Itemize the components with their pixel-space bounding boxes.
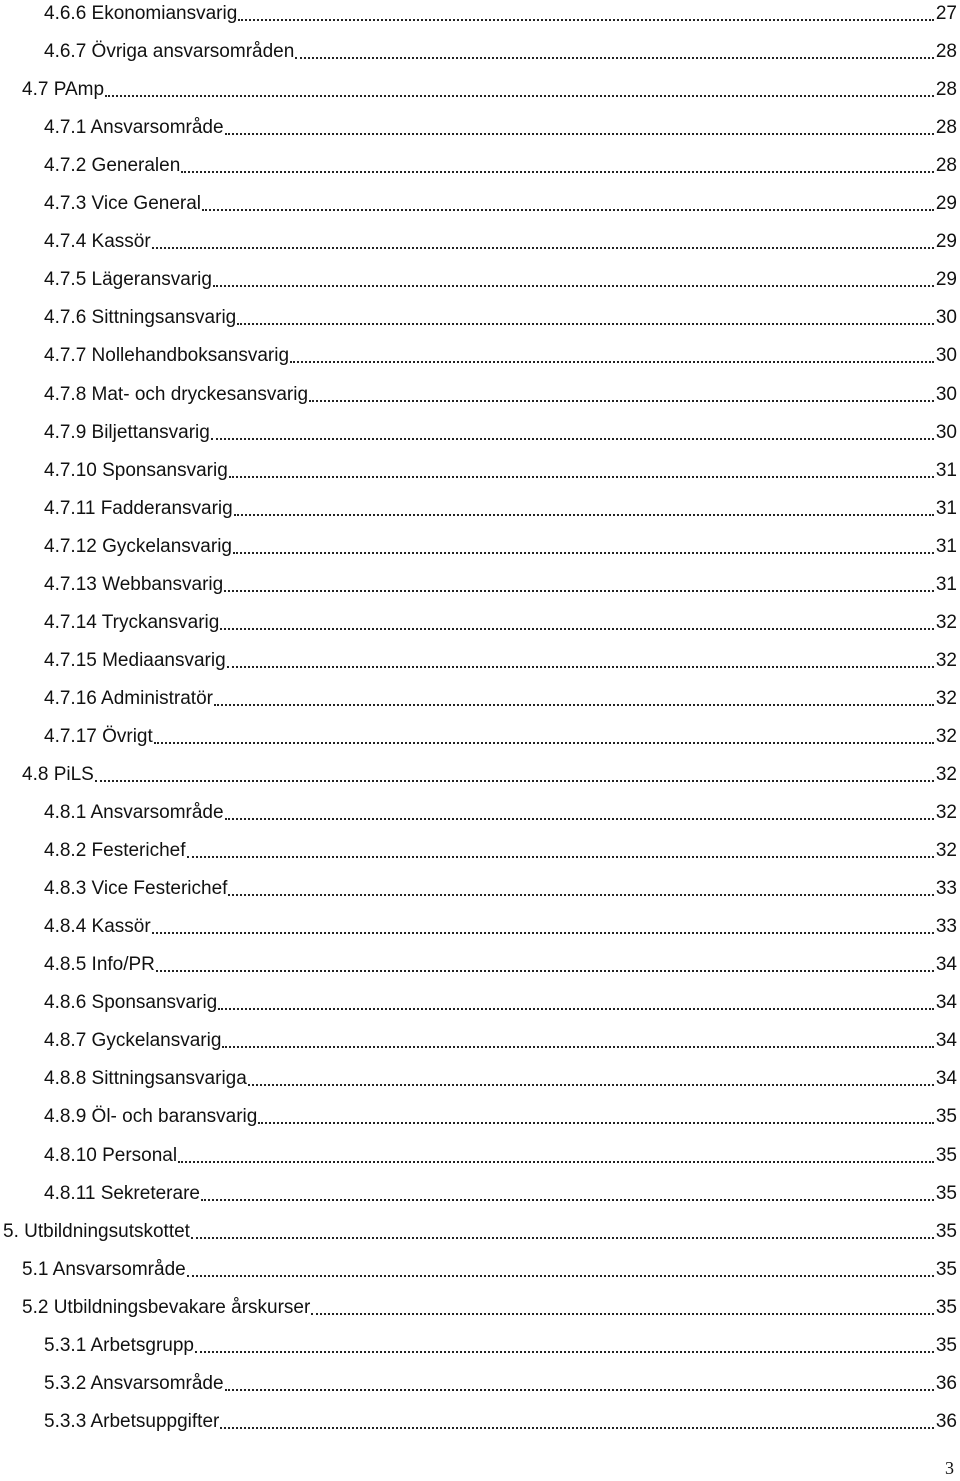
toc-dot-leader: [202, 190, 934, 218]
toc-entry[interactable]: [44, 1103, 957, 1131]
toc-entry[interactable]: [44, 685, 957, 713]
toc-dot-leader: [213, 266, 934, 294]
toc-dot-leader: [152, 913, 934, 941]
toc-entry-page: 35: [935, 1182, 957, 1204]
toc-dot-leader: [218, 989, 934, 1017]
toc-entry-page: 31: [935, 573, 957, 595]
toc-entry[interactable]: [44, 1027, 957, 1055]
toc-entry-title: 4.7.8 Mat- och dryckesansvarig: [44, 383, 309, 405]
toc-entry-title: 4.7.17 Övrigt: [44, 725, 153, 747]
toc-dot-leader: [233, 533, 934, 561]
toc-entry-page: 32: [935, 611, 957, 633]
toc-entry-page: 32: [935, 840, 957, 862]
toc-entry[interactable]: [44, 1370, 957, 1398]
toc-entry[interactable]: [44, 266, 957, 294]
toc-entry-title: 4.7.2 Generalen: [44, 155, 181, 177]
toc-entry-page: 30: [935, 421, 957, 443]
toc-entry-page: 35: [935, 1220, 957, 1242]
toc-entry[interactable]: [44, 304, 957, 332]
toc-entry-title: 4.7.9 Biljettansvarig: [44, 421, 210, 443]
toc-dot-leader: [220, 1408, 934, 1436]
toc-dot-leader: [258, 1103, 934, 1131]
toc-dot-leader: [195, 1332, 934, 1360]
toc-entry-title: 4.7.6 Sittningsansvarig: [44, 307, 237, 329]
toc-entry[interactable]: [44, 875, 957, 903]
toc-entry-page: 34: [935, 1068, 957, 1090]
toc-entry-page: 28: [935, 117, 957, 139]
toc-entry[interactable]: [44, 1408, 957, 1436]
toc-entry-title: 4.7.4 Kassör: [44, 231, 151, 253]
toc-dot-leader: [156, 951, 934, 979]
toc-entry[interactable]: [44, 457, 957, 485]
toc-entry-title: 4.8.10 Personal: [44, 1144, 178, 1166]
toc-entry[interactable]: [44, 114, 957, 142]
toc-entry-title: 5.3.1 Arbetsgrupp: [44, 1334, 194, 1356]
toc-entry[interactable]: [44, 951, 957, 979]
toc-dot-leader: [225, 1370, 934, 1398]
toc-entry[interactable]: [22, 1294, 957, 1322]
toc-entry[interactable]: [44, 799, 957, 827]
toc-entry[interactable]: [44, 533, 957, 561]
toc-entry-page: 35: [935, 1334, 957, 1356]
toc-entry-page: 34: [935, 992, 957, 1014]
toc-entry-title: 5.1 Ansvarsområde: [22, 1258, 186, 1280]
toc-dot-leader: [238, 0, 934, 28]
toc-entry-title: 5.3.3 Arbetsuppgifter: [44, 1410, 220, 1432]
toc-entry-page: 32: [935, 649, 957, 671]
toc-entry-title: 4.8.1 Ansvarsområde: [44, 802, 224, 824]
toc-entry-page: 28: [935, 41, 957, 63]
toc-dot-leader: [211, 419, 934, 447]
toc-dot-leader: [201, 1180, 934, 1208]
toc-dot-leader: [187, 1256, 934, 1284]
toc-entry-title: 4.7.5 Lägeransvarig: [44, 269, 212, 291]
toc-entry[interactable]: [44, 913, 957, 941]
toc-entry[interactable]: [44, 1065, 957, 1093]
toc-entry-title: 4.8.7 Gyckelansvarig: [44, 1030, 222, 1052]
toc-entry-title: 4.8.2 Festerichef: [44, 840, 186, 862]
toc-entry-page: 36: [935, 1410, 957, 1432]
toc-entry-title: 4.8 PiLS: [22, 764, 94, 785]
toc-entry-title: 4.7.12 Gyckelansvarig: [44, 535, 232, 557]
toc-entry[interactable]: [44, 228, 957, 256]
toc-entry-page: 31: [935, 497, 957, 519]
toc-entry[interactable]: [44, 647, 957, 675]
toc-entry[interactable]: [44, 38, 957, 66]
toc-dot-leader: [154, 723, 934, 751]
toc-entry[interactable]: [44, 495, 957, 523]
toc-entry-title: 4.7.1 Ansvarsområde: [44, 117, 224, 139]
toc-entry[interactable]: [44, 723, 957, 751]
toc-entry[interactable]: [44, 342, 957, 370]
toc-entry-title: 4.7.7 Nollehandboksansvarig: [44, 345, 290, 367]
toc-entry-page: 33: [935, 916, 957, 938]
toc-entry-title: 4.6.7 Övriga ansvarsområden: [44, 41, 295, 63]
toc-entry[interactable]: [44, 571, 957, 599]
toc-entry-title: 4.7.16 Administratör: [44, 687, 213, 709]
toc-dot-leader: [222, 1027, 933, 1055]
toc-entry[interactable]: [44, 989, 957, 1017]
toc-dot-leader: [225, 799, 934, 827]
toc-entry[interactable]: [44, 381, 957, 409]
toc-entry[interactable]: [44, 0, 957, 28]
toc-dot-leader: [237, 304, 934, 332]
toc-entry[interactable]: [44, 1180, 957, 1208]
toc-entry[interactable]: [22, 761, 957, 789]
toc-entry-title: 4.7.10 Sponsansvarig: [44, 459, 228, 481]
toc-dot-leader: [95, 761, 934, 789]
toc-entry-title: 4.7.3 Vice General: [44, 193, 202, 215]
toc-entry[interactable]: [44, 152, 957, 180]
toc-entry-title: 5.2 Utbildningsbevakare årskurser: [22, 1296, 311, 1318]
toc-dot-leader: [187, 837, 934, 865]
toc-entry-page: 36: [935, 1372, 957, 1394]
toc-entry-page: 30: [935, 345, 957, 367]
toc-dot-leader: [234, 495, 934, 523]
toc-dot-leader: [152, 228, 934, 256]
toc-entry-title: 4.8.3 Vice Festerichef: [44, 878, 228, 900]
toc-dot-leader: [311, 1294, 934, 1322]
toc-entry[interactable]: [44, 609, 957, 637]
toc-entry-title: 4.7.14 Tryckansvarig: [44, 611, 220, 633]
toc-dot-leader: [181, 152, 934, 180]
toc-entry-page: 34: [935, 954, 957, 976]
toc-entry-page: 27: [935, 3, 957, 24]
toc-entry-page: 35: [935, 1296, 957, 1318]
toc-entry[interactable]: [22, 1256, 957, 1284]
toc-dot-leader: [229, 457, 934, 485]
toc-entry-title: 4.8.5 Info/PR: [44, 954, 155, 976]
toc-entry[interactable]: [44, 419, 957, 447]
toc-entry-page: 35: [935, 1144, 957, 1166]
toc-entry[interactable]: [44, 1332, 957, 1360]
toc-dot-leader: [248, 1065, 934, 1093]
toc-entry-title: 4.7.11 Fadderansvarig: [44, 497, 233, 519]
toc-entry-page: 32: [935, 725, 957, 747]
toc-entry-page: 35: [935, 1258, 957, 1280]
toc-dot-leader: [227, 647, 934, 675]
toc-entry-title: 4.7 PAmp: [22, 79, 105, 101]
toc-dot-leader: [225, 114, 934, 142]
toc-dot-leader: [290, 342, 934, 370]
toc-dot-leader: [178, 1142, 934, 1170]
toc-entry-page: 31: [935, 459, 957, 481]
toc-entry-title: 4.7.15 Mediaansvarig: [44, 649, 226, 671]
toc-entry-page: 35: [935, 1106, 957, 1128]
toc-entry[interactable]: [44, 190, 957, 218]
toc-dot-leader: [224, 571, 934, 599]
toc-entry-title: 4.8.11 Sekreterare: [44, 1182, 200, 1204]
toc-entry-page: 32: [935, 764, 957, 785]
toc-entry-title: 4.8.9 Öl- och baransvarig: [44, 1106, 258, 1128]
toc-entry-page: 29: [935, 231, 957, 253]
toc-entry-title: 4.8.6 Sponsansvarig: [44, 992, 218, 1014]
toc-dot-leader: [105, 76, 934, 104]
page-number: 3: [945, 1458, 954, 1478]
toc-dot-leader: [220, 609, 934, 637]
toc-entry-title: 4.6.6 Ekonomiansvarig: [44, 3, 238, 24]
toc-entry-title: 5. Utbildningsutskottet: [3, 1220, 190, 1242]
toc-entry-page: 34: [935, 1030, 957, 1052]
toc-dot-leader: [214, 685, 934, 713]
toc-entry-title: 5.3.2 Ansvarsområde: [44, 1372, 224, 1394]
toc-entry-page: 30: [935, 307, 957, 329]
toc-entry-page: 33: [935, 878, 957, 900]
toc-entry-title: 4.8.8 Sittningsansvariga: [44, 1068, 247, 1090]
toc-entry-page: 32: [935, 802, 957, 824]
toc-entry-title: 4.8.4 Kassör: [44, 916, 151, 938]
toc-entry-page: 28: [935, 155, 957, 177]
toc-entry-page: 29: [935, 193, 957, 215]
toc-entry-page: 32: [935, 687, 957, 709]
toc-dot-leader: [295, 38, 934, 66]
toc-entry-page: 29: [935, 269, 957, 291]
toc-entry-page: 30: [935, 383, 957, 405]
toc-dot-leader: [228, 875, 933, 903]
toc-entry-page: 31: [935, 535, 957, 557]
toc-entry[interactable]: [3, 1218, 957, 1246]
toc-entry-title: 4.7.13 Webbansvarig: [44, 573, 224, 595]
toc-entry[interactable]: [44, 1142, 957, 1170]
toc-entry[interactable]: [44, 837, 957, 865]
toc-entry[interactable]: [22, 76, 957, 104]
toc-entry-page: 28: [935, 79, 957, 101]
toc-dot-leader: [309, 381, 934, 409]
toc-dot-leader: [191, 1218, 934, 1246]
